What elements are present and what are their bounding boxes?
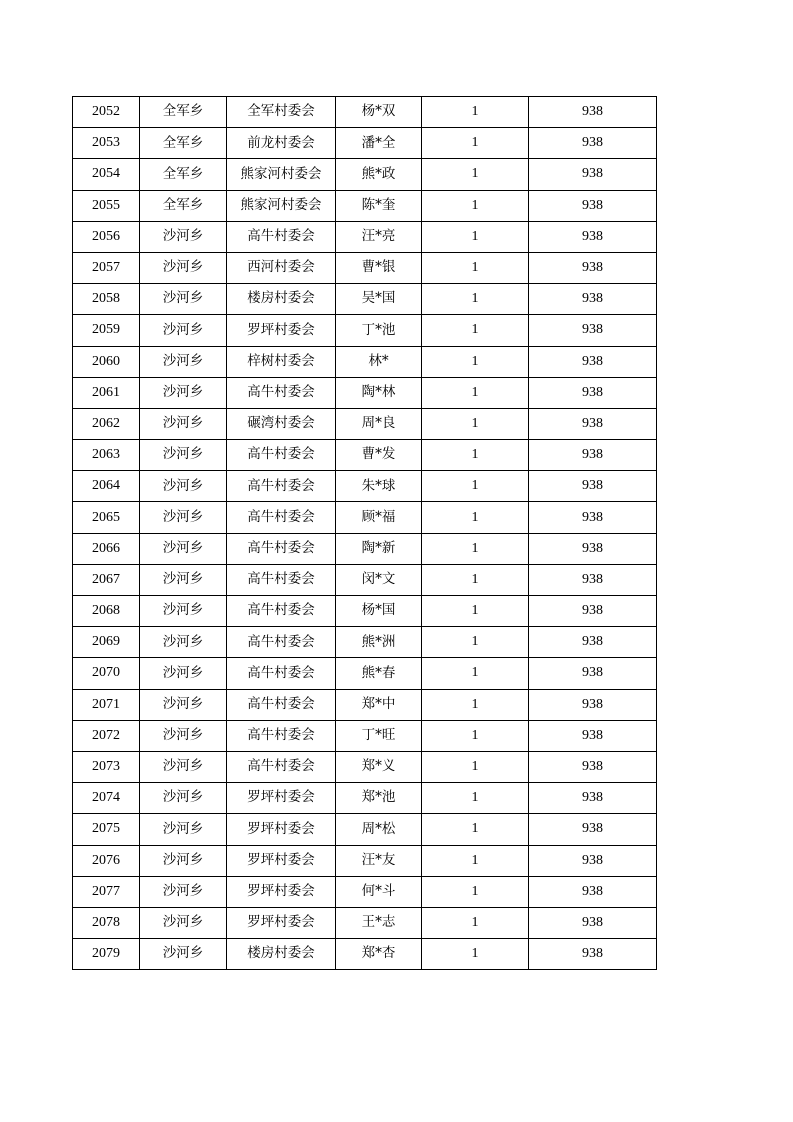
amount-cell: 938 <box>529 564 657 595</box>
person-name-cell: 郑*池 <box>336 783 422 814</box>
village-committee-cell: 高牛村委会 <box>227 751 336 782</box>
township-cell: 全军乡 <box>140 159 227 190</box>
village-committee-cell: 高牛村委会 <box>227 221 336 252</box>
row-number-cell: 2062 <box>73 408 140 439</box>
person-name-cell: 杨*国 <box>336 596 422 627</box>
table-row <box>73 315 657 346</box>
amount-cell: 938 <box>529 502 657 533</box>
count-cell: 1 <box>422 720 529 751</box>
row-number-cell: 2054 <box>73 159 140 190</box>
amount-cell: 938 <box>529 751 657 782</box>
row-number-cell: 2053 <box>73 128 140 159</box>
amount-cell: 938 <box>529 128 657 159</box>
township-cell: 沙河乡 <box>140 502 227 533</box>
table-row <box>73 751 657 782</box>
count-cell: 1 <box>422 221 529 252</box>
count-cell: 1 <box>422 346 529 377</box>
table-row <box>73 720 657 751</box>
row-number-cell: 2073 <box>73 751 140 782</box>
village-committee-cell: 高牛村委会 <box>227 471 336 502</box>
township-cell: 沙河乡 <box>140 783 227 814</box>
row-number-cell: 2079 <box>73 939 140 970</box>
amount-cell: 938 <box>529 252 657 283</box>
amount-cell: 938 <box>529 408 657 439</box>
amount-cell: 938 <box>529 939 657 970</box>
township-cell: 沙河乡 <box>140 471 227 502</box>
table-row <box>73 377 657 408</box>
amount-cell: 938 <box>529 627 657 658</box>
row-number-cell: 2055 <box>73 190 140 221</box>
count-cell: 1 <box>422 377 529 408</box>
township-cell: 沙河乡 <box>140 939 227 970</box>
amount-cell: 938 <box>529 876 657 907</box>
village-committee-cell: 高牛村委会 <box>227 596 336 627</box>
table-row <box>73 689 657 720</box>
person-name-cell: 熊*洲 <box>336 627 422 658</box>
village-committee-cell: 熊家河村委会 <box>227 159 336 190</box>
village-committee-cell: 碾湾村委会 <box>227 408 336 439</box>
person-name-cell: 熊*政 <box>336 159 422 190</box>
township-cell: 全军乡 <box>140 97 227 128</box>
amount-cell: 938 <box>529 377 657 408</box>
count-cell: 1 <box>422 252 529 283</box>
count-cell: 1 <box>422 751 529 782</box>
count-cell: 1 <box>422 564 529 595</box>
count-cell: 1 <box>422 159 529 190</box>
table-body <box>73 97 657 970</box>
village-committee-cell: 罗坪村委会 <box>227 783 336 814</box>
township-cell: 沙河乡 <box>140 720 227 751</box>
village-committee-cell: 西河村委会 <box>227 252 336 283</box>
township-cell: 沙河乡 <box>140 440 227 471</box>
row-number-cell: 2067 <box>73 564 140 595</box>
count-cell: 1 <box>422 408 529 439</box>
township-cell: 全军乡 <box>140 190 227 221</box>
village-committee-cell: 高牛村委会 <box>227 502 336 533</box>
village-committee-cell: 前龙村委会 <box>227 128 336 159</box>
person-name-cell: 林* <box>336 346 422 377</box>
amount-cell: 938 <box>529 221 657 252</box>
count-cell: 1 <box>422 689 529 720</box>
person-name-cell: 王*志 <box>336 907 422 938</box>
person-name-cell: 郑*中 <box>336 689 422 720</box>
village-committee-cell: 罗坪村委会 <box>227 845 336 876</box>
village-committee-cell: 楼房村委会 <box>227 939 336 970</box>
table-row <box>73 440 657 471</box>
person-name-cell: 周*良 <box>336 408 422 439</box>
count-cell: 1 <box>422 471 529 502</box>
row-number-cell: 2066 <box>73 533 140 564</box>
amount-cell: 938 <box>529 814 657 845</box>
table-row <box>73 190 657 221</box>
count-cell: 1 <box>422 783 529 814</box>
amount-cell: 938 <box>529 346 657 377</box>
table-row <box>73 128 657 159</box>
township-cell: 沙河乡 <box>140 627 227 658</box>
count-cell: 1 <box>422 284 529 315</box>
count-cell: 1 <box>422 845 529 876</box>
township-cell: 沙河乡 <box>140 533 227 564</box>
village-committee-cell: 梓树村委会 <box>227 346 336 377</box>
township-cell: 沙河乡 <box>140 346 227 377</box>
amount-cell: 938 <box>529 190 657 221</box>
township-cell: 沙河乡 <box>140 751 227 782</box>
township-cell: 沙河乡 <box>140 876 227 907</box>
row-number-cell: 2064 <box>73 471 140 502</box>
row-number-cell: 2059 <box>73 315 140 346</box>
count-cell: 1 <box>422 128 529 159</box>
person-name-cell: 何*斗 <box>336 876 422 907</box>
count-cell: 1 <box>422 658 529 689</box>
row-number-cell: 2078 <box>73 907 140 938</box>
count-cell: 1 <box>422 315 529 346</box>
row-number-cell: 2076 <box>73 845 140 876</box>
amount-cell: 938 <box>529 284 657 315</box>
village-committee-cell: 高牛村委会 <box>227 658 336 689</box>
person-name-cell: 曹*银 <box>336 252 422 283</box>
village-committee-cell: 高牛村委会 <box>227 440 336 471</box>
amount-cell: 938 <box>529 720 657 751</box>
count-cell: 1 <box>422 533 529 564</box>
township-cell: 沙河乡 <box>140 564 227 595</box>
village-committee-cell: 罗坪村委会 <box>227 876 336 907</box>
township-cell: 全军乡 <box>140 128 227 159</box>
person-name-cell: 郑*义 <box>336 751 422 782</box>
count-cell: 1 <box>422 939 529 970</box>
table-row <box>73 627 657 658</box>
row-number-cell: 2075 <box>73 814 140 845</box>
village-committee-cell: 高牛村委会 <box>227 377 336 408</box>
row-number-cell: 2070 <box>73 658 140 689</box>
village-committee-cell: 高牛村委会 <box>227 627 336 658</box>
count-cell: 1 <box>422 876 529 907</box>
person-name-cell: 熊*春 <box>336 658 422 689</box>
amount-cell: 938 <box>529 471 657 502</box>
village-committee-cell: 高牛村委会 <box>227 689 336 720</box>
township-cell: 沙河乡 <box>140 252 227 283</box>
amount-cell: 938 <box>529 315 657 346</box>
township-cell: 沙河乡 <box>140 221 227 252</box>
township-cell: 沙河乡 <box>140 658 227 689</box>
township-cell: 沙河乡 <box>140 284 227 315</box>
table-row <box>73 502 657 533</box>
person-name-cell: 闵*文 <box>336 564 422 595</box>
table-row <box>73 252 657 283</box>
amount-cell: 938 <box>529 97 657 128</box>
table-row <box>73 408 657 439</box>
row-number-cell: 2077 <box>73 876 140 907</box>
row-number-cell: 2072 <box>73 720 140 751</box>
table-row <box>73 533 657 564</box>
township-cell: 沙河乡 <box>140 814 227 845</box>
person-name-cell: 陶*新 <box>336 533 422 564</box>
table-row <box>73 783 657 814</box>
table-row <box>73 596 657 627</box>
amount-cell: 938 <box>529 658 657 689</box>
data-table <box>72 96 657 970</box>
village-committee-cell: 高牛村委会 <box>227 533 336 564</box>
person-name-cell: 丁*池 <box>336 315 422 346</box>
table-row <box>73 564 657 595</box>
village-committee-cell: 熊家河村委会 <box>227 190 336 221</box>
row-number-cell: 2069 <box>73 627 140 658</box>
table-row <box>73 471 657 502</box>
count-cell: 1 <box>422 440 529 471</box>
person-name-cell: 杨*双 <box>336 97 422 128</box>
row-number-cell: 2058 <box>73 284 140 315</box>
count-cell: 1 <box>422 907 529 938</box>
table-row <box>73 907 657 938</box>
village-committee-cell: 高牛村委会 <box>227 720 336 751</box>
row-number-cell: 2065 <box>73 502 140 533</box>
row-number-cell: 2061 <box>73 377 140 408</box>
person-name-cell: 曹*发 <box>336 440 422 471</box>
table-row <box>73 814 657 845</box>
table-row <box>73 658 657 689</box>
amount-cell: 938 <box>529 440 657 471</box>
count-cell: 1 <box>422 190 529 221</box>
row-number-cell: 2060 <box>73 346 140 377</box>
person-name-cell: 潘*全 <box>336 128 422 159</box>
row-number-cell: 2056 <box>73 221 140 252</box>
amount-cell: 938 <box>529 689 657 720</box>
person-name-cell: 汪*友 <box>336 845 422 876</box>
row-number-cell: 2052 <box>73 97 140 128</box>
amount-cell: 938 <box>529 907 657 938</box>
person-name-cell: 陈*奎 <box>336 190 422 221</box>
village-committee-cell: 楼房村委会 <box>227 284 336 315</box>
row-number-cell: 2063 <box>73 440 140 471</box>
person-name-cell: 郑*杏 <box>336 939 422 970</box>
person-name-cell: 顾*福 <box>336 502 422 533</box>
amount-cell: 938 <box>529 845 657 876</box>
table-row <box>73 346 657 377</box>
row-number-cell: 2071 <box>73 689 140 720</box>
amount-cell: 938 <box>529 783 657 814</box>
township-cell: 沙河乡 <box>140 845 227 876</box>
table-row <box>73 876 657 907</box>
township-cell: 沙河乡 <box>140 315 227 346</box>
township-cell: 沙河乡 <box>140 377 227 408</box>
person-name-cell: 汪*亮 <box>336 221 422 252</box>
township-cell: 沙河乡 <box>140 689 227 720</box>
count-cell: 1 <box>422 502 529 533</box>
row-number-cell: 2057 <box>73 252 140 283</box>
village-committee-cell: 罗坪村委会 <box>227 814 336 845</box>
table-row <box>73 221 657 252</box>
count-cell: 1 <box>422 627 529 658</box>
table-row <box>73 939 657 970</box>
person-name-cell: 陶*林 <box>336 377 422 408</box>
village-committee-cell: 高牛村委会 <box>227 564 336 595</box>
row-number-cell: 2068 <box>73 596 140 627</box>
count-cell: 1 <box>422 814 529 845</box>
township-cell: 沙河乡 <box>140 408 227 439</box>
count-cell: 1 <box>422 97 529 128</box>
person-name-cell: 丁*旺 <box>336 720 422 751</box>
amount-cell: 938 <box>529 596 657 627</box>
table-row <box>73 845 657 876</box>
village-committee-cell: 罗坪村委会 <box>227 907 336 938</box>
person-name-cell: 周*松 <box>336 814 422 845</box>
person-name-cell: 朱*球 <box>336 471 422 502</box>
township-cell: 沙河乡 <box>140 907 227 938</box>
table-row <box>73 159 657 190</box>
table-row <box>73 284 657 315</box>
row-number-cell: 2074 <box>73 783 140 814</box>
village-committee-cell: 罗坪村委会 <box>227 315 336 346</box>
table-row <box>73 97 657 128</box>
amount-cell: 938 <box>529 533 657 564</box>
township-cell: 沙河乡 <box>140 596 227 627</box>
amount-cell: 938 <box>529 159 657 190</box>
count-cell: 1 <box>422 596 529 627</box>
village-committee-cell: 全军村委会 <box>227 97 336 128</box>
person-name-cell: 吴*国 <box>336 284 422 315</box>
